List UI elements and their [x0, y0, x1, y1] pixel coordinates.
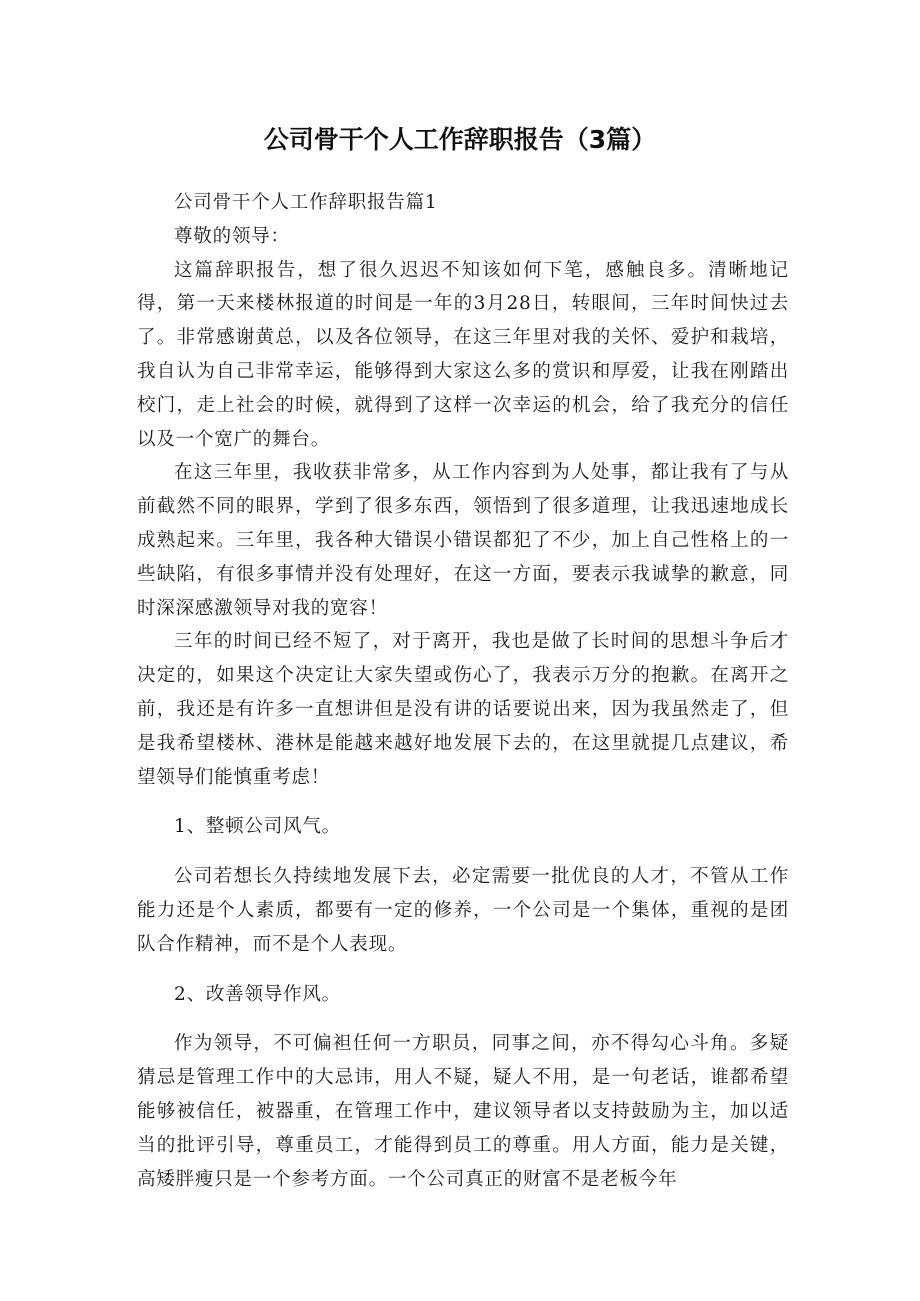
salutation: 尊敬的领导： — [174, 225, 290, 247]
point-2-heading: 2、改善领导作风。 — [174, 983, 341, 1005]
point-2-text: 作为领导，不可偏袒任何一方职员，同事之间，亦不得勾心斗角。多疑猜忌是管理工作中的大忌讳，用人不疑，疑人不用，是一句老话，谁都希望能够被信任，被器重，在管理工作中，建议领导者以支持鼓励为主，加以适当的批评引导，尊重员工，才能得到员工的尊重。用人方面，能力是关键，高矮胖瘦只是一个参考方面。一个公司真正的财富不是老板今年 — [137, 1033, 789, 1190]
paragraph-1: 这篇辞职报告，想了很久迟迟不知该如何下笔，感触良多。清晰地记得，第一天来楼林报道的时间是一年的3月28日，转眼间，三年时间快过去了。非常感谢黄总，以及各位领导，在这三年里对我的关怀、爱护和栽培，我自认为自己非常幸运，能够得到大家这么多的赏识和厚爱，让我在刚踏出校门，走上社会的时候，就得到了这样一次幸运的机会，给了我充分的信任以及一个宽广的舞台。 — [137, 259, 789, 450]
document-title: 公司骨干个人工作辞职报告（3篇） — [263, 125, 657, 154]
point-1-text: 公司若想长久持续地发展下去，必定需要一批优良的人才，不管从工作能力还是个人素质，都要有一定的修养，一个公司是一个集体，重视的是团队合作精神，而不是个人表现。 — [137, 866, 789, 955]
document-body — [137, 186, 789, 1196]
paragraph-2: 在这三年里，我收获非常多，从工作内容到为人处事，都让我有了与从前截然不同的眼界，学到了很多东西，领悟到了很多道理，让我迅速地成长成熟起来。三年里，我各种大错误小错误都犯了不少，加上自己性格上的一些缺陷，有很多事情并没有处理好，在这一方面，要表示我诚挚的歉意，同时深深感激领导对我的宽容！ — [137, 462, 789, 619]
point-1-heading: 1、整顿公司风气。 — [174, 816, 341, 838]
paragraph-3: 三年的时间已经不短了，对于离开，我也是做了长时间的思想斗争后才决定的，如果这个决定让大家失望或伤心了，我表示万分的抱歉。在离开之前，我还是有许多一直想讲但是没有讲的话要说出来，因为我虽然走了，但是我希望楼林、港林是能越来越好地发展下去的，在这里就提几点建议，希望领导们能慎重考虑！ — [137, 631, 789, 788]
section-subtitle: 公司骨干个人工作辞职报告篇1 — [174, 192, 438, 213]
